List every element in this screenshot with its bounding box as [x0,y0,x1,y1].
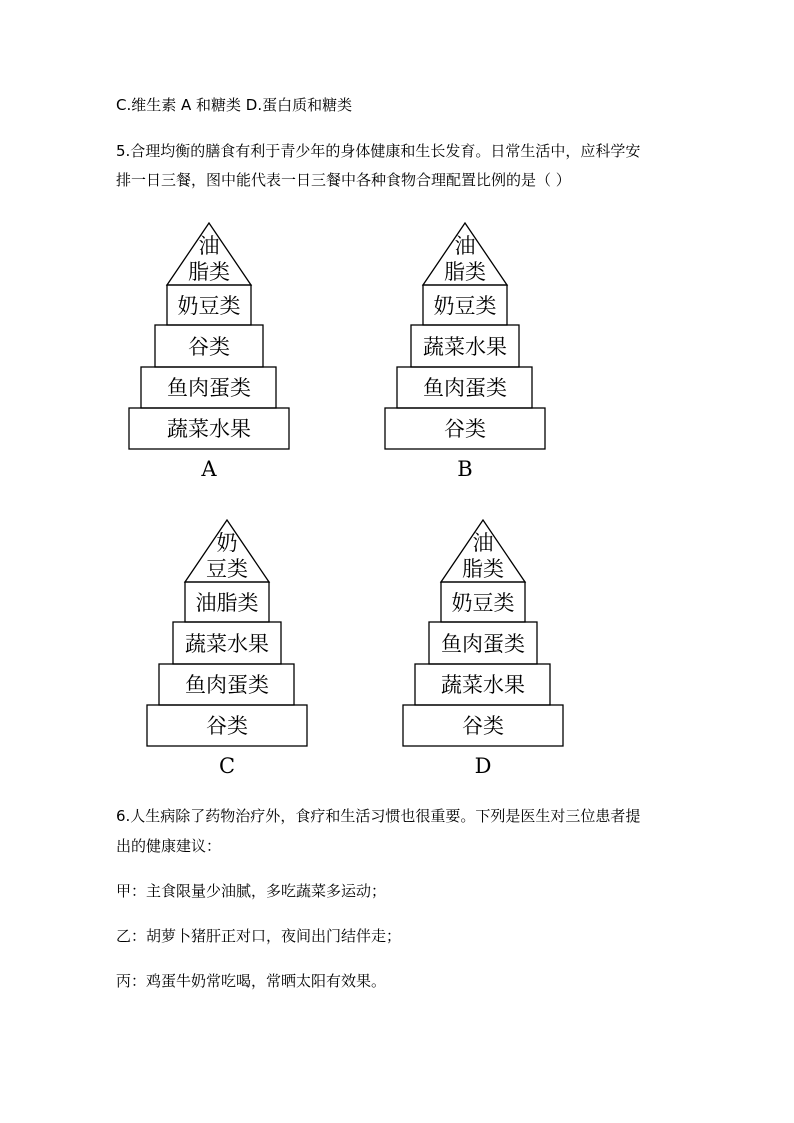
pyramid-a-layer-3: 鱼肉蛋类 [167,376,251,400]
pyramid-b-layer-2: 蔬菜水果 [423,335,507,359]
pyramid-d-top-line-1: 油 [472,531,494,555]
pyramid-b-top-line-2: 脂类 [444,260,486,284]
pyramid-c-layer-3: 鱼肉蛋类 [185,673,269,697]
pyramid-c-top-line-1: 奶 [216,531,238,555]
pyramid-b-top-line-1: 油 [454,234,476,258]
pyramid-a-layer-4: 蔬菜水果 [167,417,251,441]
pyramid-d-top-line-2: 脂类 [462,557,504,581]
pyramid-b [384,222,546,484]
advice-yi: 乙：胡萝卜猪肝正对口，夜间出门结伴走； [116,927,402,945]
pyramid-b-label: B [457,457,473,481]
pyramid-b-layer-1: 奶豆类 [433,294,497,318]
pyramid-a-layer-1: 奶豆类 [177,294,241,318]
pyramid-a-top-line-1: 油 [198,234,220,258]
pyramid-d-layer-2: 鱼肉蛋类 [441,632,525,656]
pyramid-d [402,519,564,781]
advice-bing: 丙：鸡蛋牛奶常吃喝，常晒太阳有效果。 [116,972,387,990]
pyramid-a-top-line-2: 脂类 [188,260,230,284]
q5-question-line-1: 5.合理均衡的膳食有利于青少年的身体健康和生长发育。日常生活中，应科学安 [116,142,641,160]
pyramid-b-layer-3: 鱼肉蛋类 [423,376,507,400]
pyramid-c-layer-4: 谷类 [206,714,248,738]
pyramid-d-layer-4: 谷类 [462,714,504,738]
q6-question-line-1: 6.人生病除了药物治疗外，食疗和生活习惯也很重要。下列是医生对三位患者提 [116,807,641,825]
pyramid-c-top-line-2: 豆类 [206,557,248,581]
pyramid-a-layer-2: 谷类 [188,335,230,359]
pyramid-b-layer-4: 谷类 [444,417,486,441]
pyramid-d-layer-1: 奶豆类 [451,591,515,615]
advice-jia: 甲：主食限量少油腻，多吃蔬菜多运动； [116,882,387,900]
pyramid-a-label: A [201,457,217,481]
pyramid-d-label: D [474,754,492,778]
pyramid-c-layer-2: 蔬菜水果 [185,632,269,656]
q5-question-line-2: 排一日三餐，图中能代表一日三餐中各种食物合理配置比例的是（ ） [116,171,571,189]
q4-options-text: C.维生素 A 和糖类 D.蛋白质和糖类 [116,96,353,114]
pyramid-a [128,222,290,484]
q6-question-line-2: 出的健康建议： [116,837,222,855]
pyramid-c-label: C [218,754,236,778]
pyramid-d-layer-3: 蔬菜水果 [441,673,525,697]
pyramid-c-layer-1: 油脂类 [195,591,259,615]
pyramid-c [146,519,308,781]
